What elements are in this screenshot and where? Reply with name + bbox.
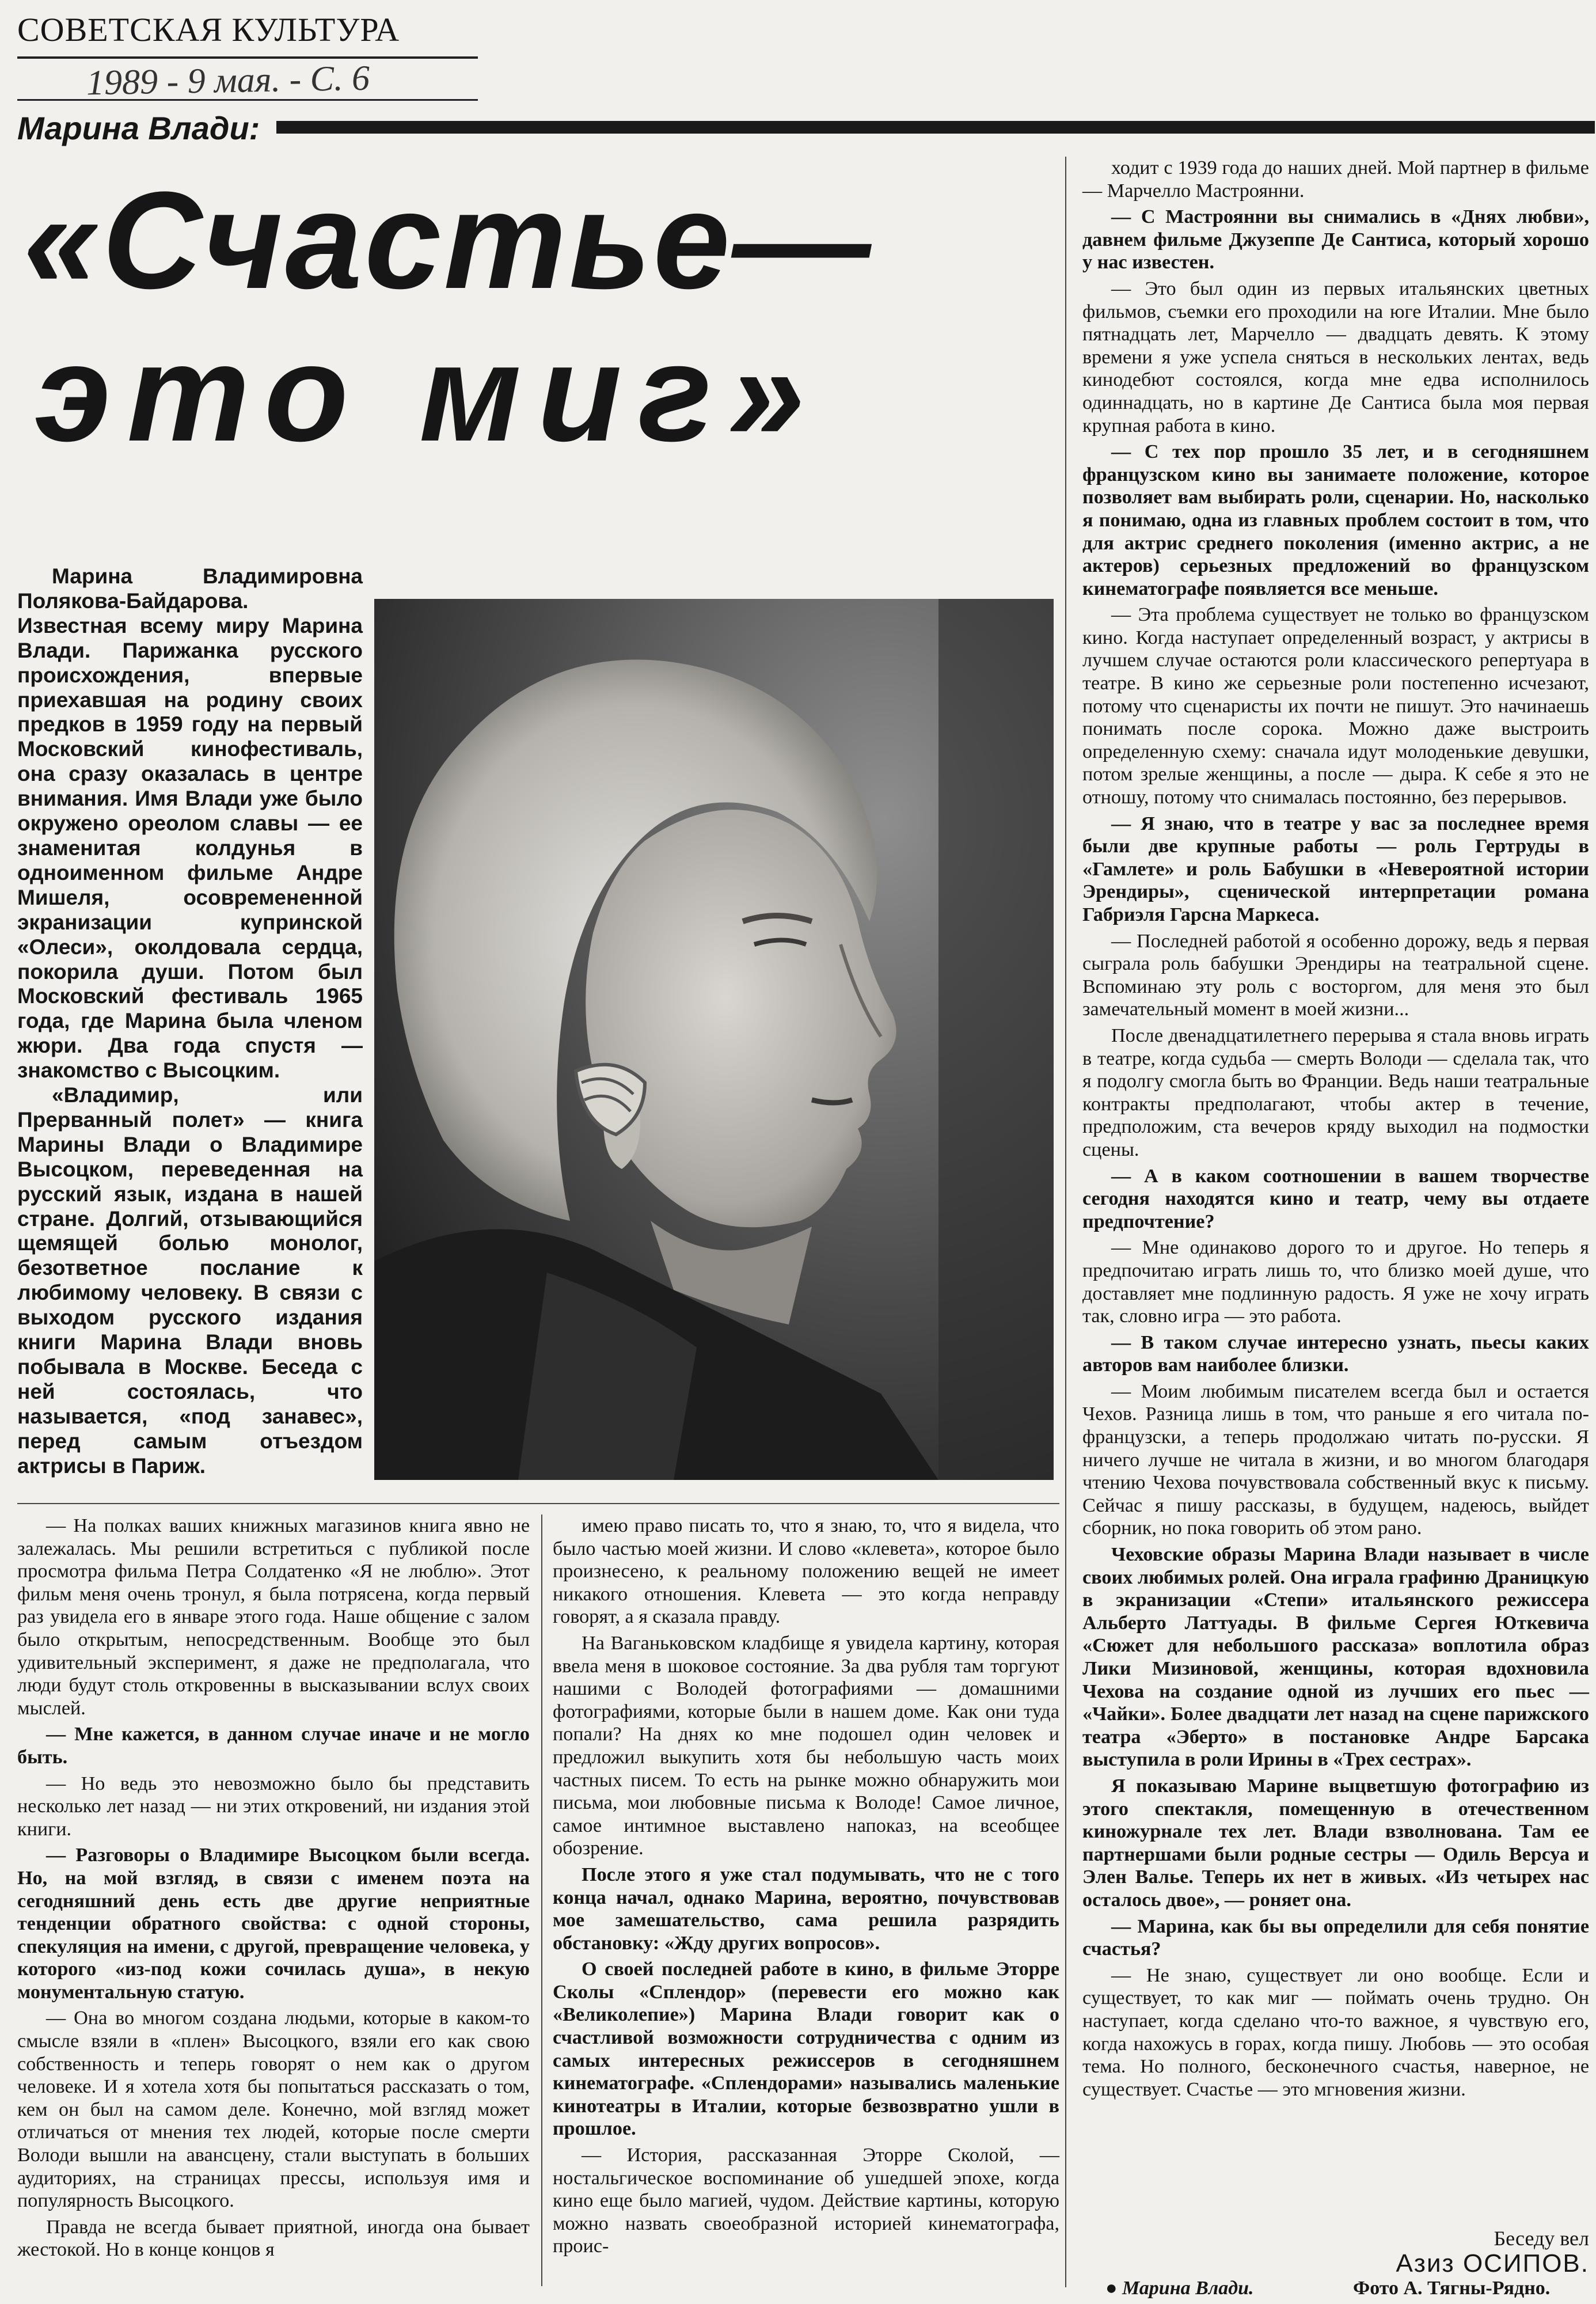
right-paragraph-9: — А в каком соотношении в вашем творчестве сегодня находятся кино и театр, чему вы отдаете предпочтение? [1082,1165,1589,1232]
bottom-mid-paragraph-5: — История, рассказанная Эторре Сколой, — ностальгическое воспоминание об ушедшей эпохе, когда кино еще было магией, чудом. Действие картины, которую можно назвать своеобразной историей кинематографа, проис- [553,2144,1059,2257]
right-paragraph-16: — Не знаю, существует ли оно вообще. Если и существует, то как миг — поймать очень трудно. Он наступает, когда сделано что-то важное, я чувствую его, когда нахожусь в горах, когда пишу. Любовь — это особая тема. Но полного, бесконечного счастья, наверное, не существует. Счастье — это мгновения жизни. [1082,1964,1589,2100]
right-paragraph-13: Чеховские образы Марина Влади называет в числе своих любимых ролей. Она играла графиню Драницкую в экранизации «Степи» итальянского режиссера Альберто Латтуады. В фильме Сергея Юткевича «Сюжет для небольшого рассказа» воплотила образ Лики Мизиновой, женщины, которая вдохновила Чехова на создание одной из лучших его пьес — «Чайки». Более двадцати лет назад на сцене парижского театра «Эберто» в постановке Андре Барсака выступила в роли Ирины в «Трех сестрах». [1082,1544,1589,1771]
photo-credit: Фото А. Тягны-Рядно. [1353,2278,1551,2299]
right-paragraph-7: — Последней работой я особенно дорожу, ведь я первая сыграла роль бабушки Эрендиры на театральной сцене. Вспоминаю эту роль с восторгом, для меня это был замечательный момент в моей жизни... [1082,930,1589,1020]
bullet-icon: ● [1105,2278,1123,2299]
masthead-rule [17,56,478,59]
bottom-mid-paragraph-4: О своей последней работе в кино, в фильме Эторре Сколы «Сплендор» (перевести его можно как «Великолепие») Марина Влади говорит как о счастливой возможности сотрудничества с одним из самых интересных режиссеров в сегодняшнем кинематографе. «Сплендорами» назывались маленькие кинотеатры в Италии, которые безвозвратно ушли в прошлое. [553,1958,1059,2140]
column-divider-bottom [541,1515,542,2286]
right-paragraph-11: — В таком случае интересно узнать, пьесы каких авторов вам наиболее близки. [1082,1331,1589,1376]
bottom-left-paragraph-5: — Она во многом создана людьми, которые в каком-то смысле взяли в «плен» Высоцкого, взяли его как свою собственность и теперь говорят о нем как о другом человеке. И я хотела хотя бы попытаться рассказать о том, кем он был на самом деле. Конечно, мой взгляд может отличаться от мнения тех людей, которые после смерти Володи вышли на авансцену, стали выступать в больших аудиториях, на страницах прессы, используя имя и популярность Высоцкого. [17,2007,530,2212]
masthead-rule-lower [17,99,478,101]
right-paragraph-14: Я показываю Марине выцветшую фотографию из этого спектакля, помещенную в отечественном киножурнале тех лет. Влади взволнована. Там ее партнершами были родные сестры — Одиль Версуа и Элен Валье. Теперь их нет в живых. «Из четырех нас осталось двое», — роняет она. [1082,1775,1589,1911]
column-divider-right [1065,157,1066,2287]
intro-paragraph-1: Марина Владимировна Полякова-Байдарова. Известная всему миру Марина Влади. Парижанка русского происхождения, впервые приехавшая на родину своих предков в 1959 году на первый Московский кинофестиваль, она сразу оказалась в центре внимания. Имя Влади уже было окружено ореолом славы — ее знаменитая колдунья в одноименном фильме Андре Мишеля, осовремененной экранизации купринской «Олеси», околдовала сердца, покорила души. Потом был Московский фестиваль 1965 года, где Марина была членом жюри. Два года спустя — знакомство с Высоцким. [17,564,363,1083]
signoff-label: Беседу вел [1494,2227,1589,2250]
right-column [1082,157,1589,2104]
bottom-left-paragraph-3: — Но ведь это невозможно было бы представить несколько лет назад — ни этих откровений, ни издания этой книги. [17,1772,530,1840]
kicker-rule [276,121,1595,134]
photo-caption-text: Марина Влади. [1122,2278,1254,2299]
bottom-left-paragraph-6: Правда не всегда бывает приятной, иногда она бывает жестокой. Но в конце концов я [17,2216,530,2261]
right-paragraph-2: — С Мастроянни вы снимались в «Днях любви», давнем фильме Джузеппе Де Сантиса, который хорошо у нас известен. [1082,206,1589,274]
section-rule [17,1503,1059,1504]
bottom-mid-paragraph-3: После этого я уже стал подумывать, что не с того конца начал, однако Марина, вероятно, почувствовав мое замешательство, сама решила разрядить обстановку: «Жду других вопросов». [553,1863,1059,1954]
headline [23,164,1002,469]
right-paragraph-8: После двенадцатилетнего перерыва я стала вновь играть в театре, когда судьба — смерть Володи — сделала так, что я подолгу смогла быть во Франции. Ведь наши театральные контракты предполагают, чтобы актер в течение, предположим, ста вечеров кряду выходил на подмостки сцены. [1082,1024,1589,1160]
right-paragraph-5: — Эта проблема существует не только во французском кино. Когда наступает определенный возраст, у актрисы в лучшем случае остаются роли классического репертуара в театре. В кино же серьезные роли постепенно исчезают, потому что сценаристы их почти не пишут. Это начинаешь понимать после сорока. Можно даже выстроить определенную схему: сначала идут молоденькие девушки, потом зрелые женщины, а после — дыра. К себе я это не отношу, потому что снималась постоянно, без перерывов. [1082,604,1589,809]
newspaper-masthead: СОВЕТСКАЯ КУЛЬТУРА [17,11,400,48]
intro-paragraph-2: «Владимир, или Прерванный полет» — книга Марины Влади о Владимире Высоцком, переведенная на русский язык, издана в нашей стране. Долгий, отзывающийся щемящей болью монолог, безответное послание к любимому человеку. В связи с выходом русского издания книги Марина Влади вновь побывала в Москве. Беседа с ней состоялась, что называется, «под занавес», перед самым отъездом актрисы в Париж. [17,1083,363,1478]
bottom-column-middle [553,1515,1059,2261]
right-paragraph-12: — Моим любимым писателем всегда был и остается Чехов. Разница лишь в том, что раньше я его читала по-французски, а теперь продолжаю читать по-русски. Я ничего лучше не читала в жизни, и во многом благодаря чтению Чехова почувствовала собственный вкус к письму. Сейчас я пишу рассказы, в будущем, надеюсь, выйдет сборник, но пока говорить об этом рано. [1082,1380,1589,1539]
bottom-left-paragraph-2: — Мне кажется, в данном случае иначе и не могло быть. [17,1724,530,1768]
bottom-mid-paragraph-1: имею право писать то, что я знаю, то, что я видела, что было частью моей жизни. И слово «клевета», которое было произнесено, к реальному положению вещей не имеет никакого отношения. Клевета — это когда неправду говорят, а я сказала правду. [553,1515,1059,1628]
right-paragraph-15: — Марина, как бы вы определили для себя понятие счастья? [1082,1915,1589,1960]
bottom-column-left [17,1515,530,2265]
headline-kicker: Марина Влади: [17,110,260,146]
portrait-illustration [374,599,1054,1480]
headline-line-2: это миг» [35,316,821,470]
right-paragraph-4: — С тех пор прошло 35 лет, и в сегодняшнем французском кино вы занимаете положение, которое позволяет вам выбирать роли, сценарии. Но, насколько я понимаю, одна из главных проблем состоит в том, что для актрис среднего поколения (именно актрис, а не актеров) серьезных предложений во французском кинематографе появляется все меньше. [1082,441,1589,599]
bottom-left-paragraph-4: — Разговоры о Владимире Высоцком были всегда. Но, на мой взгляд, в связи с именем поэта на сегодняшний день есть две другие неприятные тенденции обратного свойства: с одной стороны, спекуляция на имени, с другой, превращение человека, у которого «из-под кожи сочилась душа», в некую монументальную статую. [17,1844,530,2003]
photo-caption [1105,2278,1253,2299]
handwritten-date: 1989 - 9 мая. - С. 6 [86,58,370,103]
bottom-left-paragraph-1: — На полках ваших книжных магазинов книга явно не залежалась. Мы решили встретиться с публикой после просмотра фильма Петра Солдатенко «Я не люблю». Этот фильм меня очень тронул, я была потрясена, когда первый раз увидела его в январе этого года. Наше общение с залом было открытым, непосредственным. Вообще это был удивительный эксперимент, я даже не предполагала, что люди будут столь откровенны в высказывании вслух своих мыслей. [17,1515,530,1719]
headline-line-1: «Счастье— [23,163,873,317]
interviewer-signoff [1082,2226,1589,2276]
right-paragraph-6: — Я знаю, что в театре у вас за последнее время были две крупные работы — роль Гертруды в «Гамлете» и роль Бабушки в «Невероятной истории Эрендиры», сценической интерпретации романа Габриэля Гарсна Маркеса. [1082,813,1589,925]
right-paragraph-10: — Мне одинаково дорого то и другое. Но теперь я предпочитаю играть лишь то, что близко моей душе, что доставляет мне подлинную радость. Я уже не хочу играть так, словно игра — это работа. [1082,1237,1589,1327]
right-paragraph-3: — Это был один из первых итальянских цветных фильмов, съемки его проходили на юге Италии. Мне было пятнадцать лет, Марчелло — двадцать девять. К этому времени я уже успела сняться в нескольких лентах, ведь кинодебют состоялся, когда мне едва исполнилось одиннадцать, но в картине Де Сантиса была моя первая крупная работа в кино. [1082,278,1589,436]
right-paragraph-1: ходит с 1939 года до наших дней. Мой партнер в фильме — Марчелло Мастроянни. [1082,157,1589,202]
bottom-mid-paragraph-2: На Ваганьковском кладбище я увидела картину, которая ввела меня в шоковое состояние. За два рубля там торгуют нашими с Володей фотографиями — домашними фотографиями, которые были в нашем доме. Как они туда попали? На днях ко мне подошел один человек и предложил выкупить хотя бы небольшую часть моих частных писем. То есть на рынке можно обнаружить мои письма, мои любовные письма к Володе! Самое личное, самое интимное выставлено напоказ, на всеобщее обозрение. [553,1632,1059,1859]
intro-paragraphs [17,564,363,1479]
portrait-photo [374,599,1054,1480]
interviewer-name: Азиз ОСИПОВ. [1396,2249,1589,2278]
